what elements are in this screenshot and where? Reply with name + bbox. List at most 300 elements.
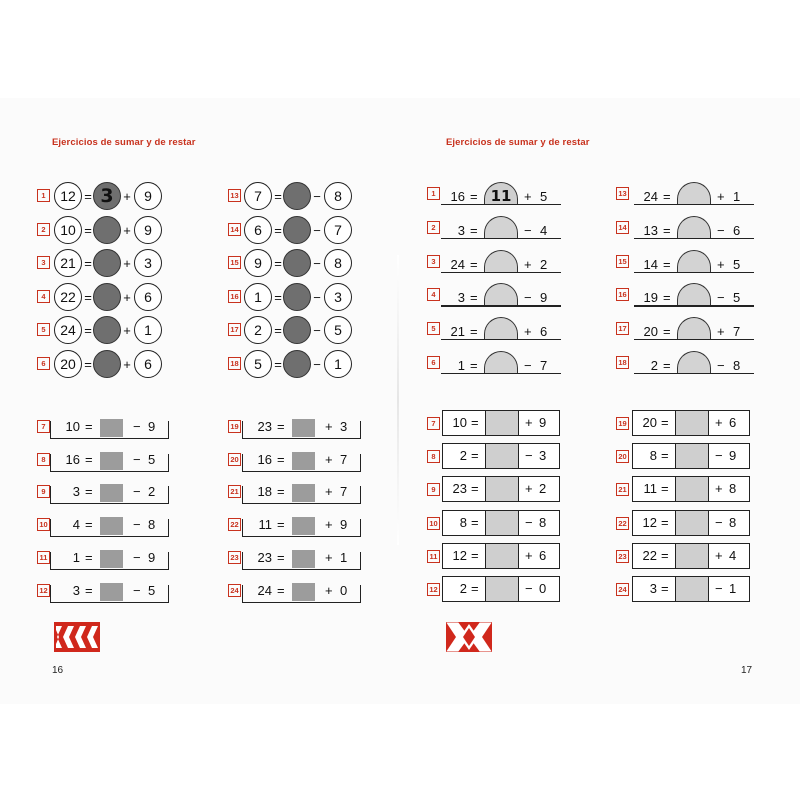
semicircle-equation-row [441, 248, 563, 278]
answer-circle[interactable] [93, 316, 121, 344]
operator-sign: + [123, 357, 131, 372]
number-text: 7 [340, 484, 348, 500]
exercise-number: 23 [228, 551, 241, 564]
number-text: 3 [72, 484, 80, 500]
equals-sign: = [471, 514, 479, 530]
number-circle: 7 [324, 216, 352, 244]
number-text: 5 [148, 451, 156, 467]
number-text: 2 [148, 484, 156, 500]
exercise-number: 7 [427, 417, 440, 430]
equals-sign: = [274, 323, 282, 339]
number-text: 3 [649, 581, 657, 596]
number-text: 9 [729, 448, 737, 464]
answer-box[interactable] [485, 511, 519, 535]
book-gutter [397, 255, 399, 545]
equals-sign: = [663, 189, 671, 204]
number-text: 18 [257, 484, 272, 500]
number-text: 9 [540, 290, 548, 306]
equals-sign: = [471, 415, 479, 430]
circle-equation-row [54, 216, 166, 244]
operator-sign: + [325, 549, 333, 565]
number-circle: 5 [244, 350, 272, 378]
operator-sign: + [524, 256, 532, 272]
number-circle: 20 [54, 350, 82, 378]
answer-circle[interactable] [283, 216, 311, 244]
equals-sign: = [661, 581, 669, 596]
equals-sign: = [471, 581, 479, 596]
answer-box[interactable] [675, 577, 709, 601]
number-text: 2 [539, 481, 547, 497]
box-equation-row [50, 547, 170, 569]
equals-sign: = [85, 517, 93, 533]
equals-sign: = [661, 514, 669, 530]
answer-box[interactable] [485, 544, 519, 568]
operator-sign: + [123, 222, 131, 238]
operator-sign: − [313, 256, 321, 272]
bracket-right [360, 519, 361, 537]
box-equation-row [50, 416, 170, 438]
equals-sign: = [274, 357, 282, 372]
exercise-number: 3 [37, 256, 50, 269]
number-text: 9 [340, 517, 348, 533]
number-text: 12 [452, 547, 467, 563]
equals-sign: = [277, 549, 285, 565]
exercise-number: 17 [228, 323, 241, 336]
operator-sign: − [313, 222, 321, 238]
number-text: 0 [340, 582, 348, 598]
answer-semicircle[interactable] [484, 351, 518, 373]
semicircle-equation-row [441, 315, 563, 345]
operator-sign: − [715, 448, 723, 464]
answer-semicircle[interactable] [677, 182, 711, 204]
bracket-right [360, 454, 361, 472]
operator-sign: + [525, 415, 533, 430]
answer-box[interactable] [100, 452, 123, 470]
bracket-left [50, 421, 51, 439]
underline [50, 503, 169, 504]
operator-sign: − [313, 289, 321, 305]
box-equation-row [242, 547, 362, 569]
answer-circle[interactable] [283, 249, 311, 277]
answer-box[interactable] [292, 550, 315, 568]
number-text: 4 [540, 222, 548, 238]
box-equation-row [50, 449, 170, 471]
operator-sign: − [133, 549, 141, 565]
number-text: 8 [539, 514, 547, 530]
answer-circle[interactable]: 3 [93, 182, 121, 210]
exercise-number: 18 [616, 356, 629, 369]
exercise-number: 7 [37, 420, 50, 433]
equals-sign: = [274, 289, 282, 305]
answer-box[interactable] [485, 477, 519, 501]
number-text: 7 [540, 358, 548, 373]
answer-box[interactable] [100, 583, 123, 601]
bracket-right [168, 454, 169, 472]
number-text: 1 [72, 549, 80, 565]
answer-semicircle[interactable] [484, 216, 518, 238]
exercise-number: 5 [427, 322, 440, 335]
exercise-number: 9 [427, 483, 440, 496]
exercise-number: 5 [37, 323, 50, 336]
answer-box[interactable] [292, 583, 315, 601]
answer-box[interactable] [100, 484, 123, 502]
exercise-number: 6 [427, 356, 440, 369]
number-circle: 6 [134, 283, 162, 311]
answer-box[interactable] [100, 517, 123, 535]
equals-sign: = [84, 289, 92, 305]
answer-semicircle[interactable]: 11 [484, 182, 518, 204]
answer-box[interactable] [292, 419, 315, 437]
semicircle-equation-row [634, 315, 756, 345]
operator-sign: + [123, 323, 131, 339]
bracket-right [360, 421, 361, 439]
operator-sign: − [133, 451, 141, 467]
exercise-number: 14 [228, 223, 241, 236]
number-text: 8 [148, 517, 156, 533]
number-text: 8 [649, 448, 657, 464]
equals-sign: = [470, 358, 478, 373]
number-text: 1 [729, 581, 737, 596]
answer-box[interactable] [292, 484, 315, 502]
exercise-number: 1 [37, 189, 50, 202]
number-circle: 2 [244, 316, 272, 344]
exercise-number: 22 [228, 518, 241, 531]
answer-box[interactable] [675, 511, 709, 535]
equals-sign: = [661, 415, 669, 430]
operator-sign: − [717, 358, 725, 373]
equals-sign: = [274, 222, 282, 238]
answer-semicircle[interactable] [677, 317, 711, 339]
equals-sign: = [663, 290, 671, 306]
semicircle-equation-row [634, 281, 756, 311]
number-text: 2 [650, 358, 658, 373]
bracket-left [50, 454, 51, 472]
operator-sign: + [325, 451, 333, 467]
answer-box[interactable] [100, 419, 123, 437]
number-circle: 3 [324, 283, 352, 311]
underline [50, 602, 169, 603]
bracket-right [360, 486, 361, 504]
answer-box[interactable] [675, 444, 709, 468]
semicircle-equation-row [634, 248, 756, 278]
number-text: 1 [340, 549, 348, 565]
equals-sign: = [277, 451, 285, 467]
operator-sign: − [133, 484, 141, 500]
page-number-left: 16 [52, 665, 64, 676]
equals-sign: = [470, 290, 478, 306]
answer-box[interactable] [485, 411, 519, 435]
answer-circle[interactable] [283, 316, 311, 344]
exercise-number: 21 [616, 483, 629, 496]
answer-box[interactable] [100, 550, 123, 568]
equals-sign: = [274, 189, 282, 204]
number-text: 24 [450, 256, 465, 272]
operator-sign: − [313, 323, 321, 339]
number-text: 24 [257, 582, 272, 598]
rectangle-equation-row [442, 443, 560, 469]
equals-sign: = [471, 448, 479, 464]
answer-circle[interactable] [283, 350, 311, 378]
number-text: 5 [148, 582, 156, 598]
answer-box[interactable] [675, 477, 709, 501]
semicircle-equation-row [441, 214, 563, 244]
underline [242, 438, 361, 439]
bracket-right [360, 585, 361, 603]
operator-sign: + [717, 324, 725, 340]
bracket-left [242, 552, 243, 570]
number-text: 5 [733, 290, 741, 306]
number-circle: 6 [244, 216, 272, 244]
equals-sign: = [84, 256, 92, 272]
exercise-number: 4 [37, 290, 50, 303]
number-text: 6 [733, 222, 741, 238]
box-equation-row [242, 514, 362, 536]
number-text: 10 [65, 419, 80, 434]
number-text: 8 [459, 514, 467, 530]
bracket-right [168, 486, 169, 504]
answer-semicircle[interactable] [484, 250, 518, 272]
bracket-left [242, 454, 243, 472]
equals-sign: = [84, 357, 92, 372]
operator-sign: + [123, 189, 131, 204]
semicircle-equation-row [441, 349, 563, 379]
exercise-number: 20 [228, 453, 241, 466]
bracket-left [242, 585, 243, 603]
equals-sign: = [85, 451, 93, 467]
equals-sign: = [277, 517, 285, 533]
box-equation-row [50, 481, 170, 503]
answer-circle[interactable] [93, 216, 121, 244]
rectangle-equation-row [442, 543, 560, 569]
operator-sign: + [123, 256, 131, 272]
answer-semicircle[interactable] [677, 250, 711, 272]
number-circle: 6 [134, 350, 162, 378]
bracket-left [50, 519, 51, 537]
exercise-number: 18 [228, 357, 241, 370]
equals-sign: = [85, 484, 93, 500]
number-text: 7 [733, 324, 741, 340]
semicircle-equation-row [634, 214, 756, 244]
equals-sign: = [470, 222, 478, 238]
bracket-left [242, 519, 243, 537]
equals-sign: = [85, 419, 93, 434]
equals-sign: = [663, 222, 671, 238]
semicircle-equation-row [441, 281, 563, 311]
number-circle: 9 [244, 249, 272, 277]
equals-sign: = [277, 582, 285, 598]
operator-sign: + [524, 324, 532, 340]
equals-sign: = [84, 189, 92, 204]
equals-sign: = [470, 189, 478, 204]
operator-sign: + [525, 547, 533, 563]
exercise-number: 13 [616, 187, 629, 200]
bracket-left [50, 552, 51, 570]
equals-sign: = [277, 419, 285, 434]
number-text: 6 [540, 324, 548, 340]
answer-box[interactable] [292, 452, 315, 470]
exercise-number: 10 [37, 518, 50, 531]
exercise-number: 2 [427, 221, 440, 234]
circle-equation-row [244, 182, 356, 210]
exercise-number: 8 [37, 453, 50, 466]
answer-circle[interactable] [93, 249, 121, 277]
rectangle-equation-row [632, 510, 750, 536]
answer-box[interactable] [292, 517, 315, 535]
semicircle-equation-row [441, 180, 563, 210]
answer-semicircle[interactable] [484, 283, 518, 305]
operator-sign: − [715, 514, 723, 530]
answer-circle[interactable] [283, 182, 311, 210]
underline [242, 536, 361, 537]
answer-semicircle[interactable] [677, 351, 711, 373]
operator-sign: − [313, 357, 321, 372]
bracket-left [242, 421, 243, 439]
answer-semicircle[interactable] [677, 216, 711, 238]
number-text: 10 [452, 415, 467, 430]
operator-sign: − [717, 290, 725, 306]
equals-sign: = [663, 324, 671, 340]
number-circle: 24 [54, 316, 82, 344]
underline [242, 471, 361, 472]
rectangle-equation-row [442, 576, 560, 602]
equals-sign: = [85, 549, 93, 565]
rectangle-equation-row [632, 443, 750, 469]
number-text: 24 [643, 189, 658, 204]
exercise-number: 8 [427, 450, 440, 463]
exercise-number: 11 [37, 551, 50, 564]
operator-sign: + [717, 189, 725, 204]
operator-sign: + [717, 256, 725, 272]
number-circle: 1 [134, 316, 162, 344]
underline [242, 569, 361, 570]
bracket-right [168, 421, 169, 439]
number-text: 19 [643, 290, 658, 306]
number-text: 2 [459, 448, 467, 464]
circle-equation-row [244, 216, 356, 244]
answer-box[interactable] [485, 577, 519, 601]
answer-box[interactable] [675, 411, 709, 435]
number-text: 16 [257, 451, 272, 467]
exercise-number: 12 [37, 584, 50, 597]
underline [50, 536, 169, 537]
number-text: 3 [539, 448, 547, 464]
equals-sign: = [663, 256, 671, 272]
number-circle: 1 [244, 283, 272, 311]
operator-sign: + [123, 289, 131, 305]
number-text: 9 [148, 419, 156, 434]
diamond-sign-icon [446, 622, 492, 652]
circle-equation-row [54, 283, 166, 311]
exercise-number: 24 [228, 584, 241, 597]
number-text: 22 [642, 547, 657, 563]
number-text: 3 [457, 222, 465, 238]
number-text: 11 [258, 517, 272, 533]
answer-circle[interactable] [93, 350, 121, 378]
number-circle: 22 [54, 283, 82, 311]
operator-sign: − [525, 514, 533, 530]
circle-equation-row [244, 316, 356, 344]
number-circle: 3 [134, 249, 162, 277]
answer-semicircle[interactable] [677, 283, 711, 305]
box-equation-row [242, 416, 362, 438]
operator-sign: − [313, 189, 321, 204]
exercise-number: 21 [228, 485, 241, 498]
operator-sign: + [325, 517, 333, 533]
number-text: 4 [72, 517, 80, 533]
exercise-number: 19 [616, 417, 629, 430]
rectangle-equation-row [442, 476, 560, 502]
operator-sign: + [325, 582, 333, 598]
number-text: 13 [643, 222, 658, 238]
bracket-right [168, 519, 169, 537]
number-circle: 12 [54, 182, 82, 210]
rectangle-equation-row [632, 543, 750, 569]
operator-sign: + [715, 415, 723, 430]
box-equation-row [242, 449, 362, 471]
equals-sign: = [274, 256, 282, 272]
equals-sign: = [277, 484, 285, 500]
rectangle-equation-row [632, 576, 750, 602]
answer-semicircle[interactable] [484, 317, 518, 339]
operator-sign: + [715, 547, 723, 563]
number-circle: 1 [324, 350, 352, 378]
number-text: 6 [539, 547, 547, 563]
number-text: 7 [340, 451, 348, 467]
number-text: 5 [733, 256, 741, 272]
number-text: 20 [642, 415, 657, 430]
exercise-number: 14 [616, 221, 629, 234]
box-equation-row [242, 481, 362, 503]
number-text: 2 [459, 581, 467, 596]
page-number-right: 17 [741, 665, 753, 676]
circle-equation-row [54, 316, 166, 344]
exercise-number: 13 [228, 189, 241, 202]
equals-sign: = [470, 324, 478, 340]
operator-sign: + [325, 419, 333, 434]
underline [50, 471, 169, 472]
exercise-number: 12 [427, 583, 440, 596]
underline [50, 438, 169, 439]
underline [50, 569, 169, 570]
circle-equation-row [244, 249, 356, 277]
number-text: 1 [457, 358, 465, 373]
operator-sign: + [715, 481, 723, 497]
bracket-left [50, 486, 51, 504]
circle-equation-row [54, 350, 166, 378]
number-text: 0 [539, 581, 547, 596]
equals-sign: = [661, 448, 669, 464]
operator-sign: + [525, 481, 533, 497]
number-text: 23 [452, 481, 467, 497]
exercise-number: 16 [228, 290, 241, 303]
operator-sign: − [524, 358, 532, 373]
answer-box[interactable] [675, 544, 709, 568]
number-circle: 21 [54, 249, 82, 277]
number-circle: 8 [324, 249, 352, 277]
box-equation-row [242, 580, 362, 602]
exercise-number: 24 [616, 583, 629, 596]
equals-sign: = [85, 582, 93, 598]
equals-sign: = [661, 481, 669, 497]
answer-circle[interactable] [93, 283, 121, 311]
answer-box[interactable] [485, 444, 519, 468]
answer-circle[interactable] [283, 283, 311, 311]
number-text: 3 [340, 419, 348, 434]
number-text: 2 [540, 256, 548, 272]
number-text: 8 [729, 481, 737, 497]
number-circle: 9 [134, 182, 162, 210]
number-circle: 8 [324, 182, 352, 210]
